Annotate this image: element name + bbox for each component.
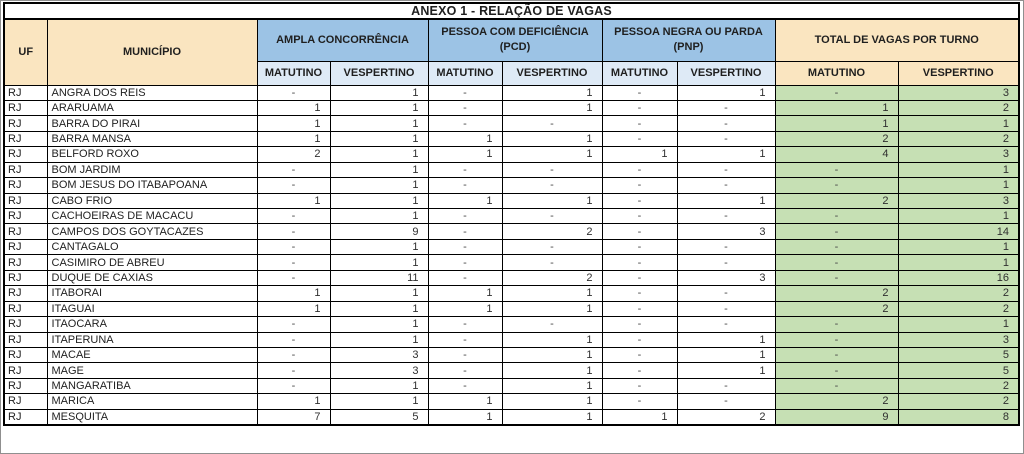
page-title: ANEXO 1 - RELAÇÃO DE VAGAS (4, 3, 1019, 19)
group-label-line2: (PNP) (673, 41, 704, 54)
total-vespertino-cell: 1 (898, 209, 1019, 224)
municipio-cell: BARRA DO PIRAI (47, 116, 257, 131)
subheader-total-vespertino: VESPERTINO (898, 61, 1019, 85)
pcd-matutino-cell: 1 (428, 131, 502, 146)
pnp-vespertino-cell: 1 (677, 85, 775, 100)
pcd-vespertino-cell: 1 (502, 100, 602, 115)
pnp-vespertino-cell: - (677, 394, 775, 409)
total-vespertino-cell: 16 (898, 270, 1019, 285)
ampla-vespertino-cell: 1 (330, 116, 428, 131)
pcd-matutino-cell: 1 (428, 409, 502, 425)
ampla-vespertino-cell: 1 (330, 178, 428, 193)
pnp-vespertino-cell: - (677, 317, 775, 332)
pcd-vespertino-cell: 2 (502, 270, 602, 285)
municipio-cell: ITAPERUNA (47, 332, 257, 347)
ampla-vespertino-cell: 1 (330, 394, 428, 409)
municipio-cell: MANGARATIBA (47, 378, 257, 393)
total-matutino-cell: - (775, 363, 898, 378)
pnp-matutino-cell: - (602, 193, 677, 208)
total-matutino-cell: - (775, 239, 898, 254)
total-vespertino-cell: 3 (898, 193, 1019, 208)
pnp-matutino-cell: - (602, 378, 677, 393)
ampla-matutino-cell: 1 (257, 131, 330, 146)
pnp-vespertino-cell: 2 (677, 409, 775, 425)
ampla-matutino-cell: 1 (257, 100, 330, 115)
vacancies-table (3, 2, 1020, 426)
total-matutino-cell: 2 (775, 131, 898, 146)
table-row (4, 363, 1019, 378)
subheader-pcd-vespertino: VESPERTINO (502, 61, 602, 85)
pcd-matutino-cell: - (428, 162, 502, 177)
table-row (4, 301, 1019, 316)
pnp-vespertino-cell: - (677, 378, 775, 393)
pcd-matutino-cell: - (428, 100, 502, 115)
ampla-matutino-cell: 1 (257, 116, 330, 131)
group-label: AMPLA CONCORRÊNCIA (276, 33, 409, 46)
table-row (4, 255, 1019, 270)
ampla-matutino-cell: 2 (257, 147, 330, 162)
uf-cell: RJ (4, 332, 47, 347)
ampla-matutino-cell: - (257, 209, 330, 224)
pcd-vespertino-cell: - (502, 317, 602, 332)
ampla-matutino-cell: - (257, 347, 330, 362)
table-row (4, 409, 1019, 425)
pcd-vespertino-cell: 1 (502, 85, 602, 100)
pnp-vespertino-cell: 3 (677, 270, 775, 285)
total-vespertino-cell: 1 (898, 116, 1019, 131)
pnp-vespertino-cell: - (677, 162, 775, 177)
table-row (4, 394, 1019, 409)
ampla-matutino-cell: - (257, 239, 330, 254)
total-matutino-cell: 9 (775, 409, 898, 425)
column-header-municipio: MUNICÍPIO (47, 19, 257, 85)
pcd-matutino-cell: 1 (428, 301, 502, 316)
ampla-vespertino-cell: 3 (330, 363, 428, 378)
table-row (4, 100, 1019, 115)
table-row (4, 286, 1019, 301)
ampla-matutino-cell: - (257, 332, 330, 347)
ampla-vespertino-cell: 11 (330, 270, 428, 285)
pcd-vespertino-cell: 1 (502, 147, 602, 162)
pnp-vespertino-cell: 1 (677, 147, 775, 162)
ampla-vespertino-cell: 3 (330, 347, 428, 362)
pcd-vespertino-cell: 1 (502, 286, 602, 301)
pnp-vespertino-cell: - (677, 255, 775, 270)
municipio-cell: BOM JARDIM (47, 162, 257, 177)
pnp-matutino-cell: - (602, 85, 677, 100)
uf-cell: RJ (4, 239, 47, 254)
table-row (4, 162, 1019, 177)
ampla-vespertino-cell: 1 (330, 332, 428, 347)
table-row (4, 193, 1019, 208)
ampla-matutino-cell: 1 (257, 394, 330, 409)
pcd-vespertino-cell: 2 (502, 224, 602, 239)
uf-cell: RJ (4, 85, 47, 100)
pcd-vespertino-cell: - (502, 162, 602, 177)
ampla-vespertino-cell: 1 (330, 255, 428, 270)
total-matutino-cell: - (775, 317, 898, 332)
pcd-vespertino-cell: 1 (502, 378, 602, 393)
uf-cell: RJ (4, 363, 47, 378)
total-matutino-cell: 4 (775, 147, 898, 162)
pnp-vespertino-cell: 1 (677, 332, 775, 347)
pnp-vespertino-cell: - (677, 100, 775, 115)
group-label-line2: (PCD) (499, 41, 531, 54)
table-row (4, 131, 1019, 146)
uf-cell: RJ (4, 286, 47, 301)
table-body (4, 85, 1019, 425)
pcd-vespertino-cell: 1 (502, 332, 602, 347)
pnp-vespertino-cell: 1 (677, 347, 775, 362)
total-matutino-cell: 2 (775, 286, 898, 301)
subheader-ampla-vespertino: VESPERTINO (330, 61, 428, 85)
total-matutino-cell: 2 (775, 394, 898, 409)
pnp-matutino-cell: - (602, 363, 677, 378)
uf-cell: RJ (4, 193, 47, 208)
total-vespertino-cell: 3 (898, 332, 1019, 347)
municipio-cell: MARICA (47, 394, 257, 409)
table-row (4, 332, 1019, 347)
pnp-vespertino-cell: - (677, 286, 775, 301)
pnp-matutino-cell: 1 (602, 147, 677, 162)
municipio-cell: ANGRA DOS REIS (47, 85, 257, 100)
group-header-row (4, 19, 1019, 61)
pnp-matutino-cell: - (602, 332, 677, 347)
title-row (4, 3, 1019, 19)
table-row (4, 85, 1019, 100)
ampla-vespertino-cell: 1 (330, 301, 428, 316)
total-vespertino-cell: 1 (898, 178, 1019, 193)
municipio-cell: ITAGUAI (47, 301, 257, 316)
total-vespertino-cell: 3 (898, 147, 1019, 162)
table-row (4, 347, 1019, 362)
pcd-matutino-cell: - (428, 116, 502, 131)
total-vespertino-cell: 14 (898, 224, 1019, 239)
table-row (4, 209, 1019, 224)
pcd-vespertino-cell: 1 (502, 347, 602, 362)
ampla-matutino-cell: - (257, 85, 330, 100)
uf-cell: RJ (4, 347, 47, 362)
uf-cell: RJ (4, 317, 47, 332)
pnp-matutino-cell: - (602, 178, 677, 193)
total-matutino-cell: - (775, 224, 898, 239)
uf-cell: RJ (4, 224, 47, 239)
uf-cell: RJ (4, 116, 47, 131)
pcd-vespertino-cell: 1 (502, 131, 602, 146)
municipio-cell: MAGE (47, 363, 257, 378)
pcd-vespertino-cell: - (502, 209, 602, 224)
total-vespertino-cell: 2 (898, 301, 1019, 316)
pcd-vespertino-cell: - (502, 255, 602, 270)
pnp-vespertino-cell: 1 (677, 363, 775, 378)
total-vespertino-cell: 2 (898, 378, 1019, 393)
total-vespertino-cell: 1 (898, 317, 1019, 332)
municipio-cell: DUQUE DE CAXIAS (47, 270, 257, 285)
municipio-cell: MACAE (47, 347, 257, 362)
uf-cell: RJ (4, 178, 47, 193)
uf-cell: RJ (4, 301, 47, 316)
pcd-matutino-cell: - (428, 209, 502, 224)
municipio-cell: BELFORD ROXO (47, 147, 257, 162)
municipio-cell: CASIMIRO DE ABREU (47, 255, 257, 270)
ampla-vespertino-cell: 1 (330, 317, 428, 332)
subheader-pnp-matutino: MATUTINO (602, 61, 677, 85)
ampla-matutino-cell: - (257, 255, 330, 270)
pcd-matutino-cell: - (428, 239, 502, 254)
group-header-ampla-concorrencia (257, 19, 428, 61)
pcd-matutino-cell: - (428, 332, 502, 347)
ampla-matutino-cell: - (257, 224, 330, 239)
pnp-matutino-cell: - (602, 239, 677, 254)
pcd-vespertino-cell: - (502, 178, 602, 193)
total-vespertino-cell: 1 (898, 239, 1019, 254)
pnp-vespertino-cell: - (677, 131, 775, 146)
ampla-vespertino-cell: 1 (330, 239, 428, 254)
total-matutino-cell: - (775, 209, 898, 224)
pnp-vespertino-cell: 3 (677, 224, 775, 239)
ampla-matutino-cell: - (257, 270, 330, 285)
pnp-matutino-cell: - (602, 224, 677, 239)
pnp-matutino-cell: - (602, 301, 677, 316)
total-vespertino-cell: 2 (898, 286, 1019, 301)
ampla-matutino-cell: 1 (257, 193, 330, 208)
pnp-matutino-cell: - (602, 255, 677, 270)
ampla-vespertino-cell: 1 (330, 209, 428, 224)
ampla-vespertino-cell: 1 (330, 286, 428, 301)
total-matutino-cell: - (775, 178, 898, 193)
pnp-matutino-cell: - (602, 286, 677, 301)
uf-cell: RJ (4, 131, 47, 146)
pnp-matutino-cell: - (602, 317, 677, 332)
pnp-matutino-cell: - (602, 209, 677, 224)
ampla-matutino-cell: - (257, 162, 330, 177)
total-matutino-cell: - (775, 85, 898, 100)
pcd-matutino-cell: - (428, 347, 502, 362)
ampla-matutino-cell: 1 (257, 286, 330, 301)
ampla-matutino-cell: - (257, 363, 330, 378)
total-matutino-cell: - (775, 162, 898, 177)
group-header-pnp (602, 19, 775, 61)
pnp-vespertino-cell: - (677, 178, 775, 193)
pnp-vespertino-cell: - (677, 116, 775, 131)
total-vespertino-cell: 2 (898, 131, 1019, 146)
group-header-total (775, 19, 1019, 61)
ampla-vespertino-cell: 1 (330, 85, 428, 100)
uf-cell: RJ (4, 255, 47, 270)
group-label: PESSOA NEGRA OU PARDA (614, 26, 763, 39)
pcd-matutino-cell: - (428, 85, 502, 100)
ampla-vespertino-cell: 1 (330, 100, 428, 115)
total-matutino-cell: 2 (775, 301, 898, 316)
uf-cell: RJ (4, 147, 47, 162)
subheader-ampla-matutino: MATUTINO (257, 61, 330, 85)
ampla-vespertino-cell: 9 (330, 224, 428, 239)
municipio-cell: CACHOEIRAS DE MACACU (47, 209, 257, 224)
ampla-matutino-cell: - (257, 378, 330, 393)
pnp-vespertino-cell: 1 (677, 193, 775, 208)
municipio-cell: ITAOCARA (47, 317, 257, 332)
municipio-cell: ITABORAI (47, 286, 257, 301)
pnp-matutino-cell: 1 (602, 409, 677, 425)
table-row (4, 147, 1019, 162)
total-matutino-cell: - (775, 270, 898, 285)
ampla-matutino-cell: - (257, 317, 330, 332)
pnp-matutino-cell: - (602, 100, 677, 115)
pnp-vespertino-cell: - (677, 239, 775, 254)
uf-cell: RJ (4, 209, 47, 224)
pcd-vespertino-cell: 1 (502, 409, 602, 425)
uf-cell: RJ (4, 394, 47, 409)
group-label: PESSOA COM DEFICIÊNCIA (441, 26, 589, 39)
total-matutino-cell: 2 (775, 193, 898, 208)
pnp-matutino-cell: - (602, 347, 677, 362)
pcd-matutino-cell: - (428, 363, 502, 378)
ampla-matutino-cell: - (257, 178, 330, 193)
municipio-cell: CAMPOS DOS GOYTACAZES (47, 224, 257, 239)
pcd-vespertino-cell: 1 (502, 301, 602, 316)
subheader-total-matutino: MATUTINO (775, 61, 898, 85)
table-row (4, 239, 1019, 254)
table-row (4, 378, 1019, 393)
pnp-matutino-cell: - (602, 116, 677, 131)
pnp-matutino-cell: - (602, 394, 677, 409)
ampla-vespertino-cell: 1 (330, 162, 428, 177)
uf-cell: RJ (4, 162, 47, 177)
pcd-matutino-cell: - (428, 178, 502, 193)
pcd-matutino-cell: 1 (428, 193, 502, 208)
pnp-matutino-cell: - (602, 270, 677, 285)
total-matutino-cell: - (775, 332, 898, 347)
uf-cell: RJ (4, 378, 47, 393)
table-row (4, 317, 1019, 332)
pcd-matutino-cell: - (428, 255, 502, 270)
municipio-cell: BOM JESUS DO ITABAPOANA (47, 178, 257, 193)
pcd-vespertino-cell: - (502, 239, 602, 254)
total-vespertino-cell: 1 (898, 255, 1019, 270)
table-header (4, 3, 1019, 85)
uf-cell: RJ (4, 100, 47, 115)
municipio-cell: CABO FRIO (47, 193, 257, 208)
pcd-matutino-cell: - (428, 270, 502, 285)
group-header-pcd (428, 19, 602, 61)
subheader-pnp-vespertino: VESPERTINO (677, 61, 775, 85)
group-label: TOTAL DE VAGAS POR TURNO (814, 33, 979, 46)
pnp-vespertino-cell: - (677, 209, 775, 224)
table-row (4, 116, 1019, 131)
municipio-cell: MESQUITA (47, 409, 257, 425)
total-matutino-cell: - (775, 347, 898, 362)
pcd-vespertino-cell: 1 (502, 193, 602, 208)
total-vespertino-cell: 3 (898, 85, 1019, 100)
pnp-matutino-cell: - (602, 162, 677, 177)
municipio-cell: BARRA MANSA (47, 131, 257, 146)
table-row (4, 270, 1019, 285)
pnp-matutino-cell: - (602, 131, 677, 146)
total-vespertino-cell: 1 (898, 162, 1019, 177)
total-vespertino-cell: 2 (898, 100, 1019, 115)
ampla-vespertino-cell: 5 (330, 409, 428, 425)
ampla-vespertino-cell: 1 (330, 147, 428, 162)
total-vespertino-cell: 5 (898, 363, 1019, 378)
total-matutino-cell: - (775, 378, 898, 393)
pcd-matutino-cell: - (428, 317, 502, 332)
total-vespertino-cell: 8 (898, 409, 1019, 425)
table-row (4, 224, 1019, 239)
total-vespertino-cell: 5 (898, 347, 1019, 362)
ampla-matutino-cell: 1 (257, 301, 330, 316)
uf-cell: RJ (4, 270, 47, 285)
total-matutino-cell: 1 (775, 116, 898, 131)
ampla-vespertino-cell: 1 (330, 378, 428, 393)
pcd-matutino-cell: - (428, 224, 502, 239)
total-matutino-cell: 1 (775, 100, 898, 115)
table-row (4, 178, 1019, 193)
pcd-matutino-cell: 1 (428, 147, 502, 162)
pcd-matutino-cell: - (428, 378, 502, 393)
pcd-matutino-cell: 1 (428, 394, 502, 409)
ampla-vespertino-cell: 1 (330, 193, 428, 208)
uf-cell: RJ (4, 409, 47, 425)
pnp-vespertino-cell: - (677, 301, 775, 316)
total-matutino-cell: - (775, 255, 898, 270)
pcd-vespertino-cell: 1 (502, 394, 602, 409)
column-header-uf: UF (4, 19, 47, 85)
municipio-cell: CANTAGALO (47, 239, 257, 254)
pcd-vespertino-cell: - (502, 116, 602, 131)
ampla-matutino-cell: 7 (257, 409, 330, 425)
pcd-matutino-cell: 1 (428, 286, 502, 301)
subheader-pcd-matutino: MATUTINO (428, 61, 502, 85)
total-vespertino-cell: 2 (898, 394, 1019, 409)
pcd-vespertino-cell: 1 (502, 363, 602, 378)
municipio-cell: ARARUAMA (47, 100, 257, 115)
ampla-vespertino-cell: 1 (330, 131, 428, 146)
